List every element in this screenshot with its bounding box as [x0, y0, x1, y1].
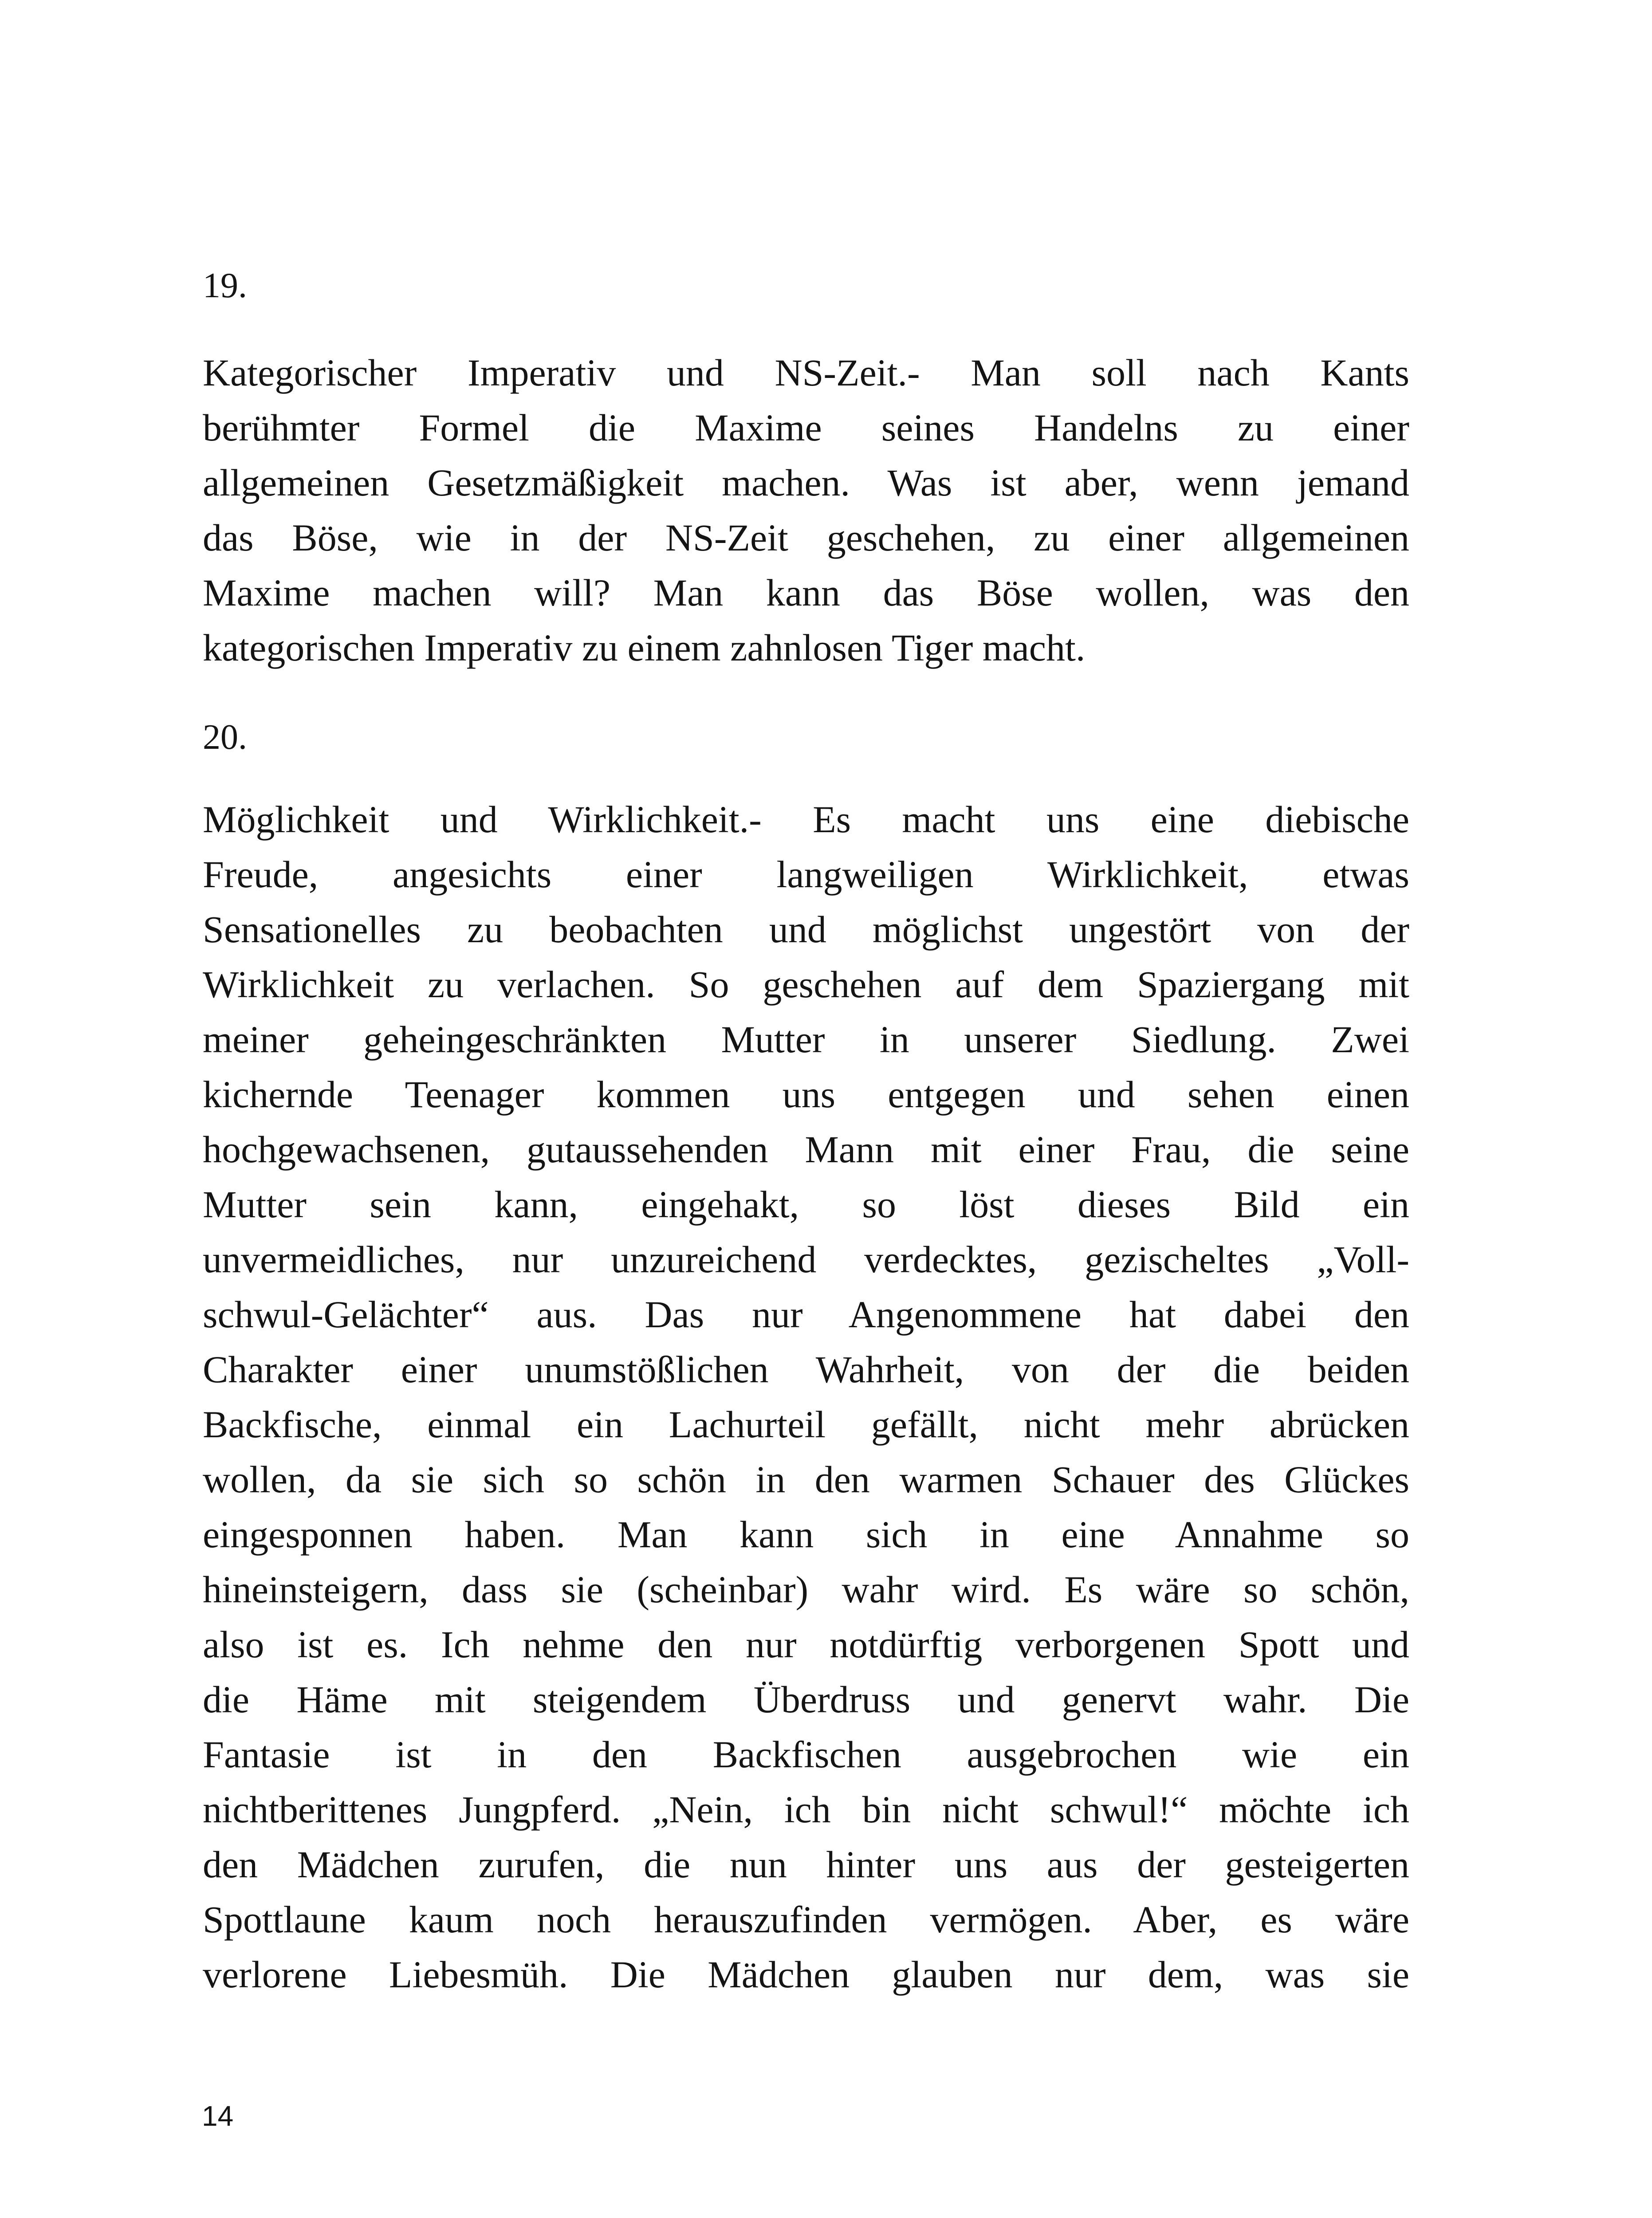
paragraph-line: Freude, angesichts einer langweiligen Wirklichkeit, etwas [203, 853, 1409, 896]
paragraph-line: Charakter einer unumstößlichen Wahrheit, von der die beiden [203, 1348, 1409, 1391]
paragraph-line: Kategorischer Imperativ und NS-Zeit.- Man soll nach Kants [203, 351, 1409, 394]
paragraph-line: schwul-Gelächter“ aus. Das nur Angenommene hat dabei den [203, 1293, 1409, 1336]
paragraph-line: hochgewachsenen, gutaussehenden Mann mit einer Frau, die seine [203, 1128, 1409, 1171]
paragraph-line: Backfische, einmal ein Lachurteil gefällt, nicht mehr abrücken [203, 1403, 1409, 1446]
paragraph-line: kichernde Teenager kommen uns entgegen und sehen einen [203, 1073, 1409, 1116]
paragraph-line: wollen, da sie sich so schön in den warmen Schauer des Glückes [203, 1458, 1409, 1501]
paragraph-line: Wirklichkeit zu verlachen. So geschehen auf dem Spaziergang mit [203, 963, 1409, 1006]
paragraph-line: den Mädchen zurufen, die nun hinter uns aus der gesteigerten [203, 1843, 1409, 1886]
paragraph-line: Spottlaune kaum noch herauszufinden vermögen. Aber, es wäre [203, 1898, 1409, 1941]
paragraph-line: allgemeinen Gesetzmäßigkeit machen. Was ist aber, wenn jemand [203, 461, 1409, 504]
paragraph-line: verlorene Liebesmüh. Die Mädchen glauben nur dem, was sie [203, 1953, 1409, 1996]
paragraph-line: hineinsteigern, dass sie (scheinbar) wahr wird. Es wäre so schön, [203, 1568, 1409, 1611]
paragraph-line: Sensationelles zu beobachten und möglichst ungestört von der [203, 908, 1409, 951]
paragraph-line: berühmter Formel die Maxime seines Handelns zu einer [203, 406, 1409, 449]
paragraph-line: Maxime machen will? Man kann das Böse wollen, was den [203, 571, 1409, 614]
section-19 [203, 258, 1409, 313]
section-19-paragraph [203, 345, 1409, 675]
paragraph-line: nichtberittenes Jungpferd. „Nein, ich bin nicht schwul!“ möchte ich [203, 1788, 1409, 1831]
paragraph-line: Fantasie ist in den Backfischen ausgebrochen wie ein [203, 1733, 1409, 1776]
paragraph-line: die Häme mit steigendem Überdruss und genervt wahr. Die [203, 1678, 1409, 1721]
paragraph-line: kategorischen Imperativ zu einem zahnlosen Tiger macht. [203, 626, 1086, 669]
paragraph-line: das Böse, wie in der NS-Zeit geschehen, zu einer allgemeinen [203, 516, 1409, 559]
paragraph-line: eingesponnen haben. Man kann sich in eine Annahme so [203, 1513, 1409, 1556]
section-20-paragraph [203, 792, 1409, 2002]
section-number: 20. [203, 718, 247, 757]
section-20 [203, 710, 1409, 765]
paragraph-line: meiner geheingeschränkten Mutter in unserer Siedlung. Zwei [203, 1018, 1409, 1061]
paragraph-line: unvermeidliches, nur unzureichend verdecktes, gezischeltes „Voll- [203, 1238, 1409, 1281]
paragraph-line: Möglichkeit und Wirklichkeit.- Es macht uns eine diebische [203, 798, 1409, 841]
page-number: 14 [202, 2100, 234, 2132]
section-number: 19. [203, 266, 247, 305]
paragraph-line: also ist es. Ich nehme den nur notdürftig verborgenen Spott und [203, 1623, 1409, 1666]
paragraph-line: Mutter sein kann, eingehakt, so löst dieses Bild ein [203, 1183, 1409, 1226]
